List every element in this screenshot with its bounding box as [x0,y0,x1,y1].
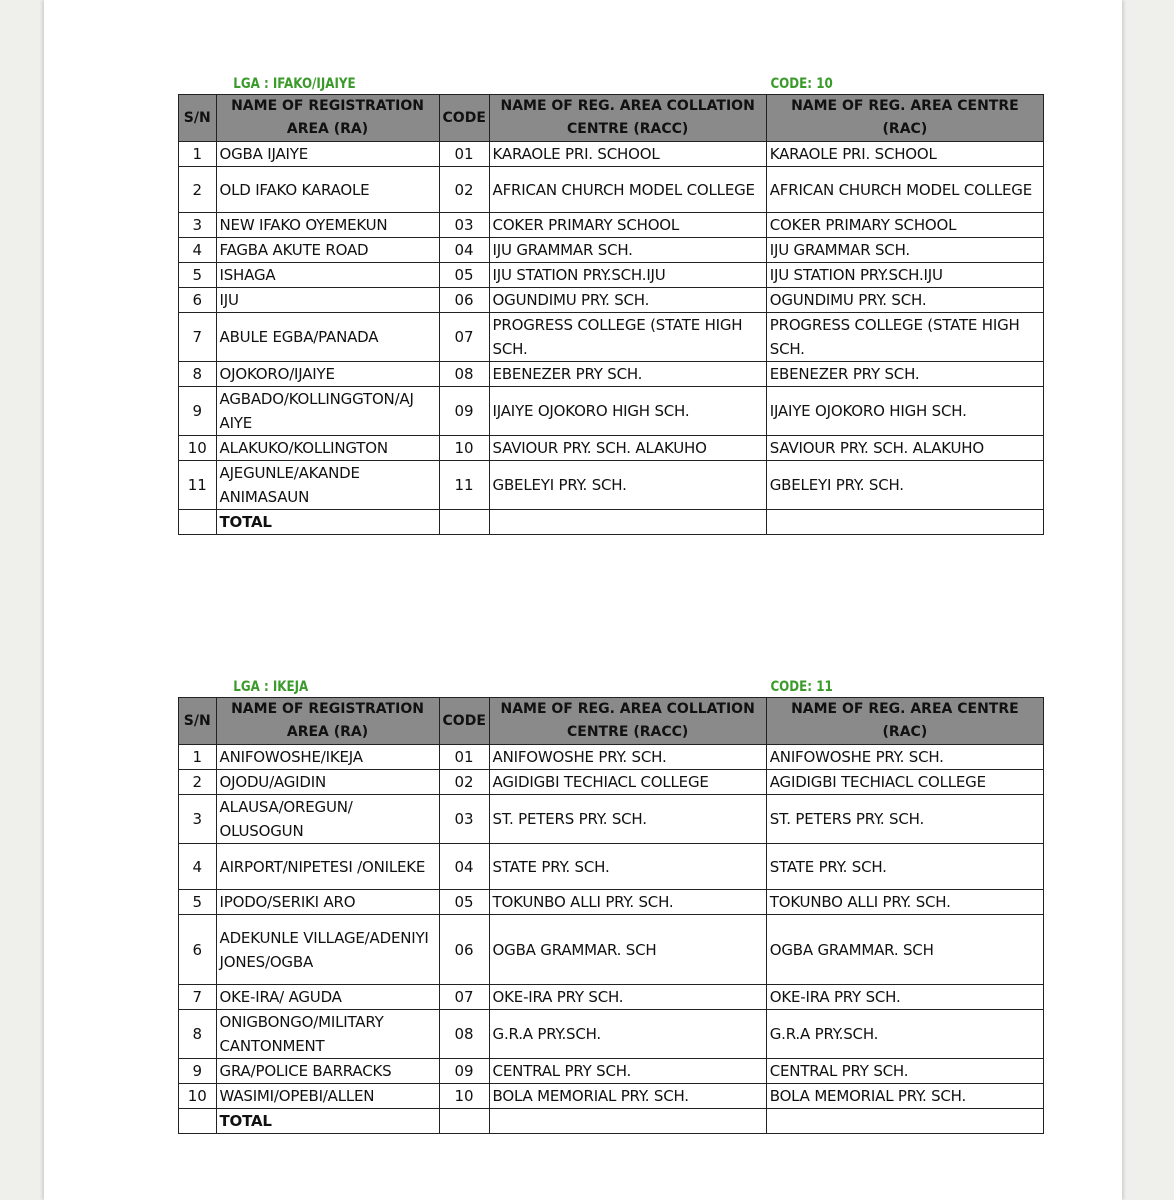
row-ra: NEW IFAKO OYEMEKUN [216,213,439,238]
row-rac: GBELEYI PRY. SCH. [766,461,1043,510]
document-page [44,0,1122,1200]
row-ra: IJU [216,288,439,313]
row-racc: G.R.A PRY.SCH. [489,1010,766,1059]
row-code: 05 [439,890,489,915]
row-ra: OLD IFAKO KARAOLE [216,167,439,213]
row-sn: 1 [179,142,217,167]
row-code: 02 [439,770,489,795]
row-rac: IJU GRAMMAR SCH. [766,238,1043,263]
row-rac: STATE PRY. SCH. [766,844,1043,890]
row-sn: 1 [179,745,217,770]
row-sn: 11 [179,461,217,510]
row-sn: 4 [179,844,217,890]
row-ra: ONIGBONGO/MILITARY CANTONMENT [216,1010,439,1059]
row-code: 10 [439,1084,489,1109]
table-row [179,362,1044,387]
row-racc: IJU STATION PRY.SCH.IJU [489,263,766,288]
row-rac: BOLA MEMORIAL PRY. SCH. [766,1084,1043,1109]
row-ra: GRA/POLICE BARRACKS [216,1059,439,1084]
row-code: 04 [439,238,489,263]
header-ra: NAME OF REGISTRATION AREA (RA) [216,698,439,745]
row-racc: OKE-IRA PRY SCH. [489,985,766,1010]
row-sn: 7 [179,313,217,362]
row-rac: ST. PETERS PRY. SCH. [766,795,1043,844]
table-header-row [179,698,1044,745]
table-row [179,915,1044,985]
row-sn: 8 [179,362,217,387]
lga-header [178,74,914,94]
lga-name: LGA : IFAKO/IJAIYE [233,76,356,92]
row-ra: ALAUSA/OREGUN/ OLUSOGUN [216,795,439,844]
row-sn: 7 [179,985,217,1010]
row-rac: IJAIYE OJOKORO HIGH SCH. [766,387,1043,436]
row-racc: BOLA MEMORIAL PRY. SCH. [489,1084,766,1109]
row-code: 07 [439,313,489,362]
row-code: 10 [439,436,489,461]
row-sn: 2 [179,770,217,795]
table-row [179,313,1044,362]
row-rac: OKE-IRA PRY SCH. [766,985,1043,1010]
row-racc: AGIDIGBI TECHIACL COLLEGE [489,770,766,795]
row-rac: EBENEZER PRY SCH. [766,362,1043,387]
row-code: 08 [439,362,489,387]
row-rac: KARAOLE PRI. SCHOOL [766,142,1043,167]
row-rac: ANIFOWOSHE PRY. SCH. [766,745,1043,770]
row-code: 09 [439,387,489,436]
row-rac: AFRICAN CHURCH MODEL COLLEGE [766,167,1043,213]
row-ra: ABULE EGBA/PANADA [216,313,439,362]
table-row [179,985,1044,1010]
row-racc: EBENEZER PRY SCH. [489,362,766,387]
row-rac: AGIDIGBI TECHIACL COLLEGE [766,770,1043,795]
row-racc: GBELEYI PRY. SCH. [489,461,766,510]
table-row [179,288,1044,313]
row-racc: IJAIYE OJOKORO HIGH SCH. [489,387,766,436]
row-sn: 8 [179,1010,217,1059]
row-code: 06 [439,915,489,985]
table-row [179,890,1044,915]
row-code: 08 [439,1010,489,1059]
table-row [179,844,1044,890]
row-ra: AIRPORT/NIPETESI /ONILEKE [216,844,439,890]
row-sn: 3 [179,213,217,238]
lga-header [178,677,914,697]
header-racc: NAME OF REG. AREA COLLATION CENTRE (RACC) [489,95,766,142]
row-code: 04 [439,844,489,890]
row-ra: FAGBA AKUTE ROAD [216,238,439,263]
table-row [179,770,1044,795]
header-rac: NAME OF REG. AREA CENTRE (RAC) [766,698,1043,745]
row-racc: TOKUNBO ALLI PRY. SCH. [489,890,766,915]
row-racc: OGBA GRAMMAR. SCH [489,915,766,985]
row-ra: ADEKUNLE VILLAGE/ADENIYI JONES/OGBA [216,915,439,985]
row-ra: AGBADO/KOLLINGGTON/AJ AIYE [216,387,439,436]
row-racc: KARAOLE PRI. SCHOOL [489,142,766,167]
table-row [179,142,1044,167]
row-ra: ANIFOWOSHE/IKEJA [216,745,439,770]
lga-block-ikeja [178,677,1044,1134]
registration-area-table [178,94,1044,535]
row-ra: OKE-IRA/ AGUDA [216,985,439,1010]
row-sn: 9 [179,387,217,436]
row-sn: 5 [179,890,217,915]
row-rac: G.R.A PRY.SCH. [766,1010,1043,1059]
lga-name: LGA : IKEJA [233,679,309,695]
row-racc: CENTRAL PRY SCH. [489,1059,766,1084]
header-ra: NAME OF REGISTRATION AREA (RA) [216,95,439,142]
row-sn: 5 [179,263,217,288]
row-racc: IJU GRAMMAR SCH. [489,238,766,263]
row-code: 07 [439,985,489,1010]
row-code: 11 [439,461,489,510]
table-row [179,1010,1044,1059]
row-code: 02 [439,167,489,213]
row-sn: 3 [179,795,217,844]
row-racc: OGUNDIMU PRY. SCH. [489,288,766,313]
row-code: 06 [439,288,489,313]
table-row [179,461,1044,510]
table-row [179,1084,1044,1109]
header-code: CODE [439,95,489,142]
row-ra: ISHAGA [216,263,439,288]
table-row [179,263,1044,288]
table-row [179,436,1044,461]
table-row [179,387,1044,436]
row-racc: AFRICAN CHURCH MODEL COLLEGE [489,167,766,213]
total-row [179,510,1044,535]
row-code: 09 [439,1059,489,1084]
row-ra: WASIMI/OPEBI/ALLEN [216,1084,439,1109]
row-racc: SAVIOUR PRY. SCH. ALAKUHO [489,436,766,461]
row-rac: IJU STATION PRY.SCH.IJU [766,263,1043,288]
row-rac: OGBA GRAMMAR. SCH [766,915,1043,985]
header-sn: S/N [179,698,217,745]
row-racc: ST. PETERS PRY. SCH. [489,795,766,844]
row-rac: TOKUNBO ALLI PRY. SCH. [766,890,1043,915]
header-racc: NAME OF REG. AREA COLLATION CENTRE (RACC) [489,698,766,745]
row-sn: 10 [179,436,217,461]
row-sn: 10 [179,1084,217,1109]
total-label: TOTAL [216,510,439,535]
row-code: 03 [439,213,489,238]
row-sn: 6 [179,915,217,985]
total-label: TOTAL [216,1109,439,1134]
table-row [179,1059,1044,1084]
row-ra: OJOKORO/IJAIYE [216,362,439,387]
lga-code: CODE: 11 [770,679,833,695]
row-rac: COKER PRIMARY SCHOOL [766,213,1043,238]
header-code: CODE [439,698,489,745]
row-racc: ANIFOWOSHE PRY. SCH. [489,745,766,770]
row-rac: CENTRAL PRY SCH. [766,1059,1043,1084]
lga-code: CODE: 10 [770,76,833,92]
row-ra: OJODU/AGIDIN [216,770,439,795]
row-ra: OGBA IJAIYE [216,142,439,167]
lga-block-ifako-ijaiye [178,74,1044,535]
table-row [179,795,1044,844]
row-sn: 6 [179,288,217,313]
row-ra: IPODO/SERIKI ARO [216,890,439,915]
table-row [179,213,1044,238]
row-sn: 2 [179,167,217,213]
row-racc: STATE PRY. SCH. [489,844,766,890]
table-row [179,167,1044,213]
total-row [179,1109,1044,1134]
row-ra: ALAKUKO/KOLLINGTON [216,436,439,461]
row-code: 01 [439,142,489,167]
header-rac: NAME OF REG. AREA CENTRE (RAC) [766,95,1043,142]
registration-area-table [178,697,1044,1134]
row-ra: AJEGUNLE/AKANDE ANIMASAUN [216,461,439,510]
row-rac: SAVIOUR PRY. SCH. ALAKUHO [766,436,1043,461]
row-sn: 4 [179,238,217,263]
header-sn: S/N [179,95,217,142]
table-row [179,238,1044,263]
row-racc: COKER PRIMARY SCHOOL [489,213,766,238]
row-code: 01 [439,745,489,770]
row-sn: 9 [179,1059,217,1084]
row-rac: PROGRESS COLLEGE (STATE HIGH SCH. [766,313,1043,362]
table-header-row [179,95,1044,142]
row-code: 03 [439,795,489,844]
row-rac: OGUNDIMU PRY. SCH. [766,288,1043,313]
row-racc: PROGRESS COLLEGE (STATE HIGH SCH. [489,313,766,362]
row-code: 05 [439,263,489,288]
table-row [179,745,1044,770]
